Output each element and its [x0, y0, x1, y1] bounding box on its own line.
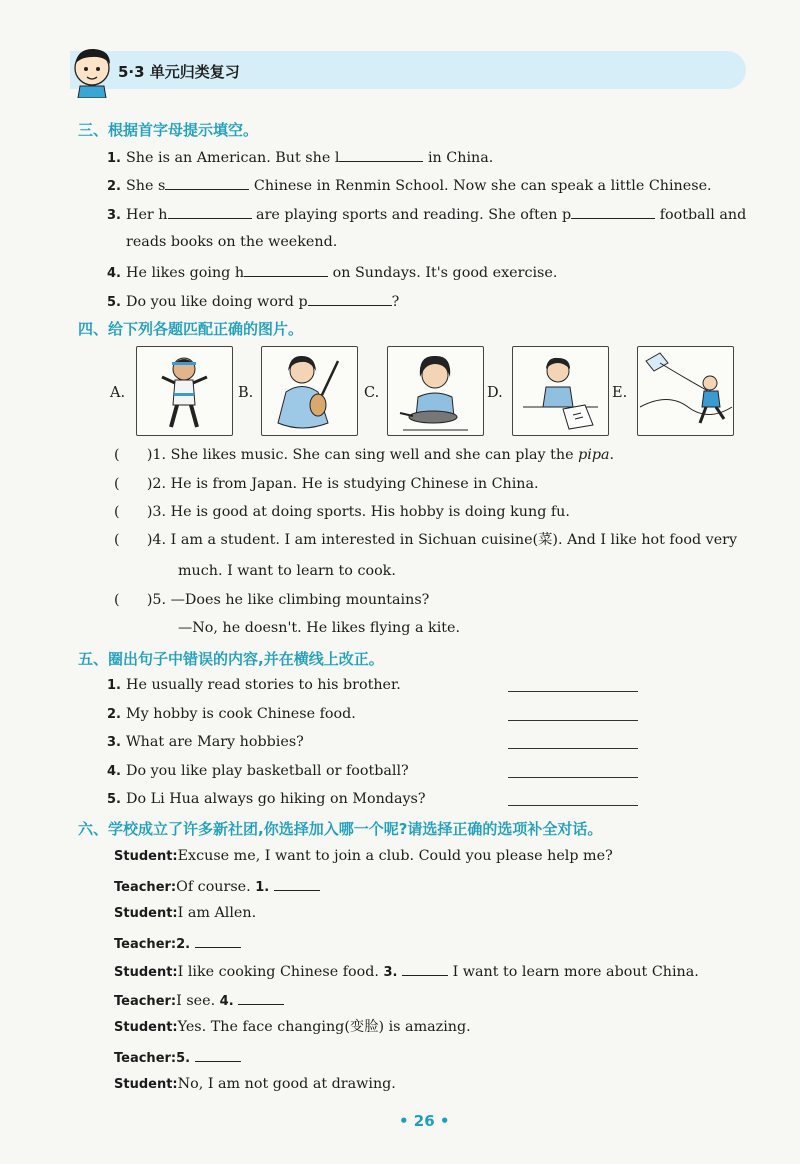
- s4-item-4-cont: much. I want to learn to cook.: [178, 563, 396, 579]
- answer-blank[interactable]: [244, 262, 328, 277]
- dialogue-line-3: Student:I am Allen.: [114, 905, 257, 921]
- s3-item-1: 1. She is an American. But she l in China.: [107, 147, 493, 168]
- dialogue-line-7: Student:Yes. The face changing(变脸) is amazing.: [114, 1019, 471, 1035]
- picture-label-d: D.: [487, 385, 503, 401]
- answer-blank[interactable]: [339, 147, 423, 162]
- answer-blank[interactable]: [571, 204, 655, 219]
- section3-title: 三、根据首字母提示填空。: [78, 121, 259, 139]
- s5-item-4: 4. Do you like play basketball or football?: [107, 763, 409, 779]
- picture-d-drawing-boy: [512, 346, 609, 436]
- answer-line[interactable]: [508, 776, 638, 778]
- dialogue-line-1: Student:Excuse me, I want to join a club. Could you please help me?: [114, 848, 613, 864]
- dialogue-line-5: Student:I like cooking Chinese food. 3. I want to learn more about China.: [114, 961, 699, 982]
- s4-item-1: ( )1. She likes music. She can sing well and she can play the pipa.: [114, 447, 615, 463]
- answer-blank[interactable]: [238, 990, 284, 1005]
- section4-title: 四、给下列各题匹配正确的图片。: [78, 320, 304, 338]
- picture-label-c: C.: [364, 385, 380, 401]
- picture-c-cooking-girl: [387, 346, 484, 436]
- picture-label-e: E.: [612, 385, 628, 401]
- dialogue-line-9: Student:No, I am not good at drawing.: [114, 1076, 396, 1092]
- answer-blank[interactable]: [308, 291, 392, 306]
- s5-item-1: 1. He usually read stories to his brother.: [107, 677, 401, 693]
- dialogue-line-2: Teacher:Of course. 1.: [114, 876, 320, 897]
- answer-line[interactable]: [508, 804, 638, 806]
- picture-e-kite-boy: [637, 346, 734, 436]
- s3-item-3-cont: reads books on the weekend.: [126, 234, 338, 250]
- section6-title: 六、学校成立了许多新社团,你选择加入哪一个呢?请选择正确的选项补全对话。: [78, 820, 603, 838]
- answer-blank[interactable]: [195, 1047, 241, 1062]
- s3-item-4: 4. He likes going h on Sundays. It's good exercise.: [107, 262, 557, 283]
- picture-label-b: B.: [238, 385, 254, 401]
- dialogue-line-8: Teacher:5.: [114, 1047, 241, 1068]
- s5-item-5: 5. Do Li Hua always go hiking on Mondays?: [107, 791, 426, 807]
- s4-item-3: ( )3. He is good at doing sports. His hobby is doing kung fu.: [114, 504, 570, 520]
- answer-blank[interactable]: [165, 175, 249, 190]
- answer-blank[interactable]: [402, 961, 448, 976]
- picture-a-kungfu-boy: [136, 346, 233, 436]
- picture-label-a: A.: [110, 385, 126, 401]
- s4-item-2: ( )2. He is from Japan. He is studying Chinese in China.: [114, 476, 539, 492]
- s3-item-5: 5. Do you like doing word p ?: [107, 291, 399, 312]
- answer-line[interactable]: [508, 719, 638, 721]
- section5-title: 五、圈出句子中错误的内容,并在横线上改正。: [78, 650, 384, 668]
- s4-item-5: ( )5. —Does he like climbing mountains?: [114, 592, 430, 608]
- s4-item-5-cont: —No, he doesn't. He likes flying a kite.: [178, 620, 461, 636]
- answer-blank[interactable]: [274, 876, 320, 891]
- answer-line[interactable]: [508, 747, 638, 749]
- header-title: 5·3 单元归类复习: [118, 63, 240, 81]
- answer-line[interactable]: [508, 690, 638, 692]
- dialogue-line-6: Teacher:I see. 4.: [114, 990, 284, 1011]
- answer-blank[interactable]: [168, 204, 252, 219]
- dialogue-line-4: Teacher:2.: [114, 933, 241, 954]
- s3-item-3: 3. Her h are playing sports and reading. She often p football and: [107, 204, 746, 225]
- s5-item-3: 3. What are Mary hobbies?: [107, 734, 304, 750]
- s3-item-2: 2. She s Chinese in Renmin School. Now she can speak a little Chinese.: [107, 175, 712, 196]
- picture-b-pipa-girl: [261, 346, 358, 436]
- s4-item-4: ( )4. I am a student. I am interested in Sichuan cuisine(菜). And I like hot food very: [114, 532, 738, 548]
- s5-item-2: 2. My hobby is cook Chinese food.: [107, 706, 356, 722]
- answer-blank[interactable]: [195, 933, 241, 948]
- mascot-icon: [68, 42, 120, 98]
- page-number: • 26 •: [399, 1112, 450, 1130]
